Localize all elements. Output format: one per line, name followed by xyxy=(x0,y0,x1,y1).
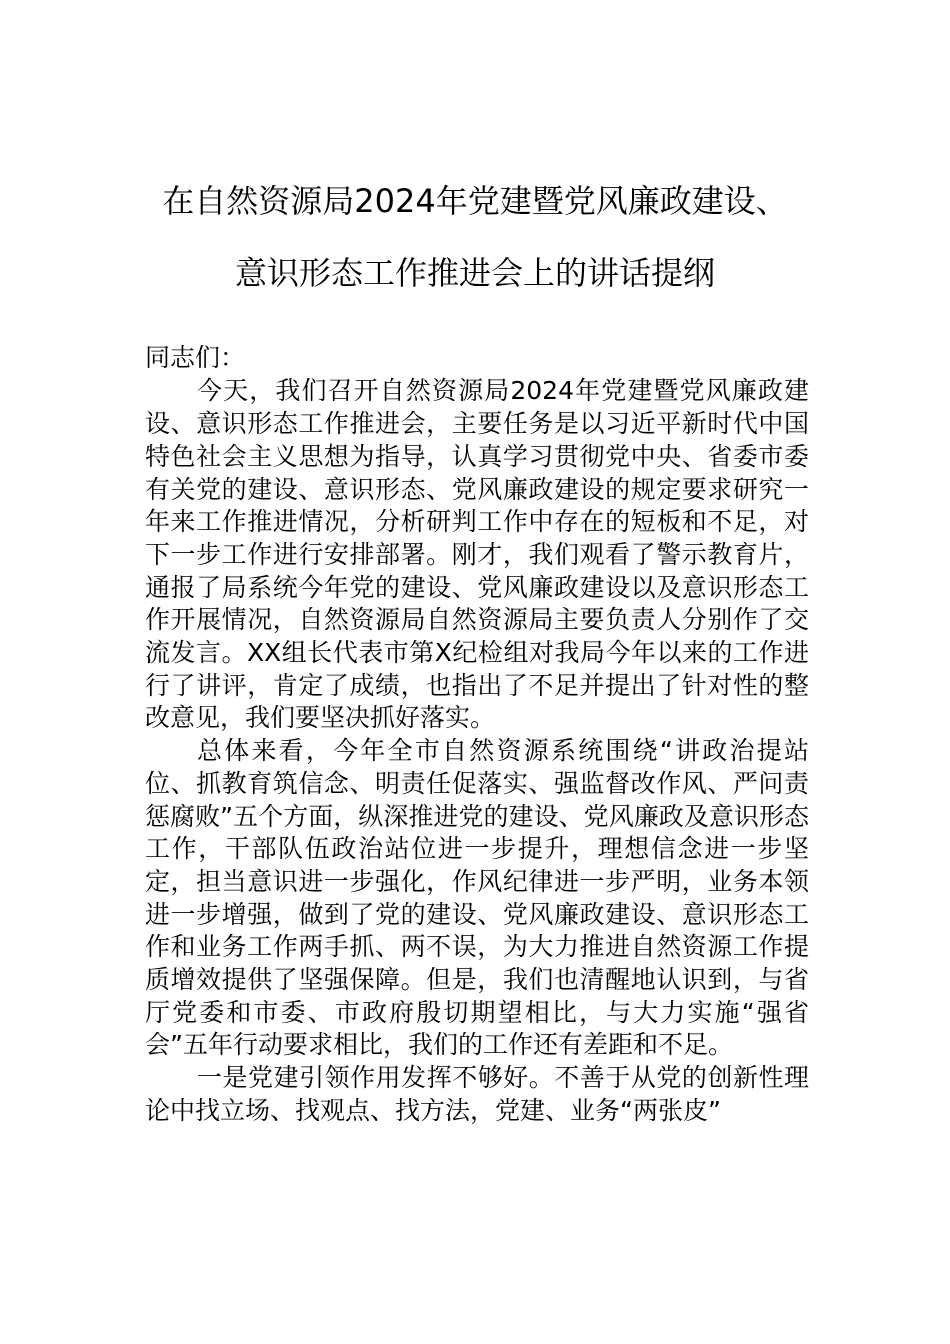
document-body xyxy=(145,340,809,1128)
title-line-2: 意识形态工作推进会上的讲话提纲 xyxy=(234,254,715,292)
title-line-1: 在自然资源局2024年党建暨党风廉政建设、 xyxy=(162,182,788,220)
paragraph-1: 今天，我们召开自然资源局2024年党建暨党风廉政建设、意识形态工作推进会，主要任务是以习近平新时代中国特色社会主义思想为指导，认真学习贯彻党中央、省委市委有关党的建设、意识形态、党风廉政建设的规定要求研究一年来工作推进情况，分析研判工作中存在的短板和不足，对下一步工作进行安排部署。刚才，我们观看了警示教育片，通报了局系统今年党的建设、党风廉政建设以及意识形态工作开展情况，自然资源局自然资源局主要负责人分别作了交流发言。XX组长代表市第X纪检组对我局今年以来的工作进行了讲评，肯定了成绩，也指出了不足并提出了针对性的整改意见，我们要坚决抓好落实。 xyxy=(145,376,809,733)
salutation: 同志们： xyxy=(145,343,246,372)
paragraph-2: 总体来看，今年全市自然资源系统围绕“讲政治提站位、抓教育筑信念、明责任促落实、强监督改作风、严问责惩腐败”五个方面，纵深推进党的建设、党风廉政及意识形态工作，干部队伍政治站位进一步提升，理想信念进一步坚定，担当意识进一步强化，作风纪律进一步严明，业务本领进一步增强，做到了党的建设、党风廉政建设、意识形态工作和业务工作两手抓、两不误，为大力推进自然资源工作提质增效提供了坚强保障。但是，我们也清醒地认识到，与省厅党委和市委、市政府殷切期望相比，与大力实施“强省会”五年行动要求相比，我们的工作还有差距和不足。 xyxy=(145,736,809,1060)
paragraph-3: 一是党建引领作用发挥不够好。不善于从党的创新性理论中找立场、找观点、找方法，党建、业务“两张皮” xyxy=(145,1063,809,1125)
document-title xyxy=(0,175,950,291)
